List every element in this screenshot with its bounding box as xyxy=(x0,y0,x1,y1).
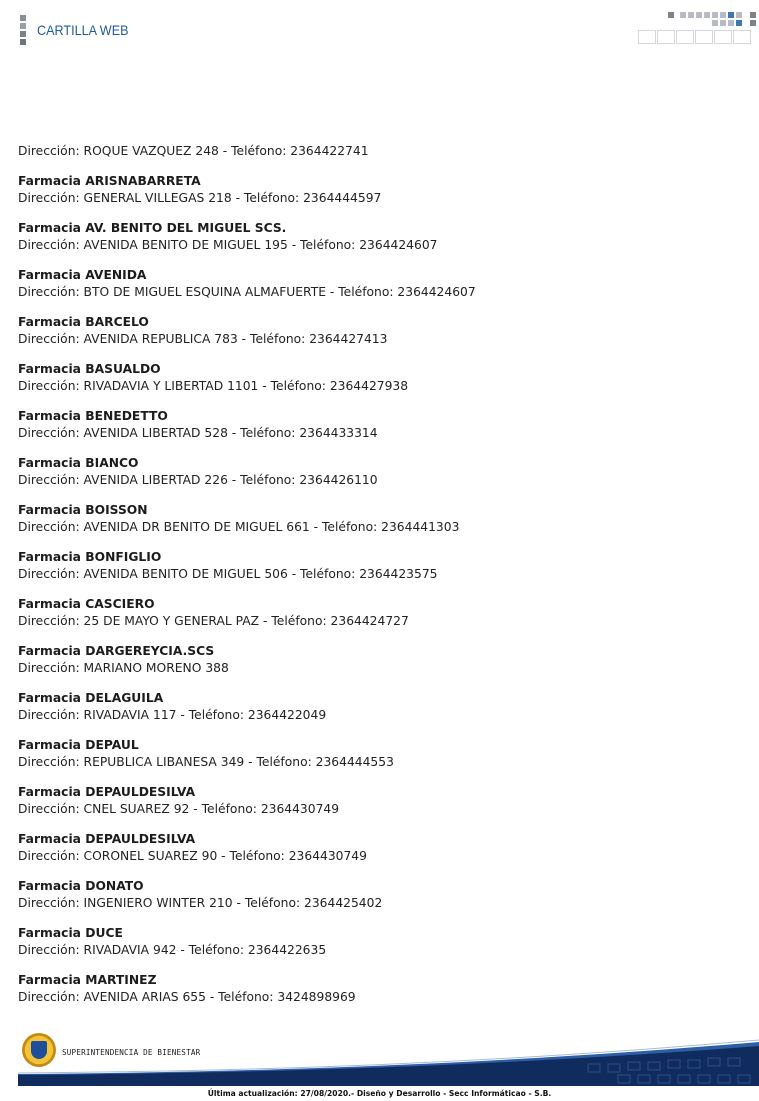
list-item xyxy=(18,549,718,583)
entry-name: BENEDETTO xyxy=(85,409,168,423)
list-item xyxy=(18,784,718,818)
entry-name: DEPAULDESILVA xyxy=(85,785,196,799)
entry-prefix: Farmacia xyxy=(18,174,86,188)
list-item xyxy=(18,361,718,395)
entry-name: BASUALDO xyxy=(85,362,161,376)
entry-title xyxy=(18,173,718,190)
entry-address: Dirección: AVENIDA REPUBLICA 783 - Teléfono: 2364427413 xyxy=(18,332,388,346)
entry-address: Dirección: 25 DE MAYO Y GENERAL PAZ - Teléfono: 2364424727 xyxy=(18,614,409,628)
page-footer xyxy=(18,1028,759,1090)
entry-prefix: Farmacia xyxy=(18,409,86,423)
entry-prefix: Farmacia xyxy=(18,926,86,940)
entry-title xyxy=(18,361,718,378)
entry-title xyxy=(18,737,718,754)
page-header xyxy=(0,0,759,60)
entry-address: Dirección: GENERAL VILLEGAS 218 - Teléfono: 2364444597 xyxy=(18,191,382,205)
entry-name: DELAGUILA xyxy=(85,691,164,705)
entry-prefix: Farmacia xyxy=(18,644,86,658)
agency-name: SUPERINTENDENCIA DE BIENESTAR xyxy=(62,1048,201,1057)
entry-address: Dirección: RIVADAVIA 117 - Teléfono: 2364422049 xyxy=(18,708,327,722)
entry-prefix: Farmacia xyxy=(18,221,86,235)
entry-name: ARISNABARRETA xyxy=(85,174,201,188)
entry-address: Dirección: CNEL SUAREZ 92 - Teléfono: 2364430749 xyxy=(18,802,340,816)
entry-address: Dirección: REPUBLICA LIBANESA 349 - Teléfono: 2364444553 xyxy=(18,755,394,769)
entry-prefix: Farmacia xyxy=(18,879,86,893)
entry-title xyxy=(18,455,718,472)
entry-address: Dirección: ROQUE VAZQUEZ 248 - Teléfono: 2364422741 xyxy=(18,144,369,158)
list-item xyxy=(18,173,718,207)
entry-prefix: Farmacia xyxy=(18,832,86,846)
entry-address: Dirección: AVENIDA DR BENITO DE MIGUEL 661 - Teléfono: 2364441303 xyxy=(18,520,460,534)
list-item xyxy=(18,220,718,254)
entry-address: Dirección: MARIANO MORENO 388 xyxy=(18,661,229,675)
entry-prefix: Farmacia xyxy=(18,503,86,517)
entry-address: Dirección: AVENIDA ARIAS 655 - Teléfono: 3424898969 xyxy=(18,990,356,1004)
header-bars-icon xyxy=(20,15,26,46)
pharmacy-list xyxy=(18,143,718,1019)
entries-container xyxy=(18,173,718,1006)
agency-seal-logo xyxy=(22,1033,56,1067)
entry-name: DARGEREYCIA.SCS xyxy=(85,644,215,658)
entry-title xyxy=(18,972,718,989)
list-item xyxy=(18,143,718,160)
entry-name: DEPAULDESILVA xyxy=(85,832,196,846)
entry-title xyxy=(18,408,718,425)
entry-name: AV. BENITO DEL MIGUEL SCS. xyxy=(85,221,287,235)
entry-name: CASCIERO xyxy=(85,597,155,611)
entry-name: DEPAUL xyxy=(85,738,139,752)
entry-prefix: Farmacia xyxy=(18,785,86,799)
entry-name: BARCELO xyxy=(85,315,149,329)
entry-prefix: Farmacia xyxy=(18,268,86,282)
page-title: CARTILLA WEB xyxy=(37,22,129,38)
entry-title xyxy=(18,925,718,942)
entry-name: AVENIDA xyxy=(85,268,147,282)
entry-title xyxy=(18,502,718,519)
entry-prefix: Farmacia xyxy=(18,315,86,329)
entry-prefix: Farmacia xyxy=(18,691,86,705)
entry-title xyxy=(18,643,718,660)
entry-prefix: Farmacia xyxy=(18,973,86,987)
list-item xyxy=(18,878,718,912)
entry-name: BOISSON xyxy=(85,503,148,517)
entry-address: Dirección: CORONEL SUAREZ 90 - Teléfono: 2364430749 xyxy=(18,849,367,863)
entry-address: Dirección: RIVADAVIA 942 - Teléfono: 2364422635 xyxy=(18,943,327,957)
list-item xyxy=(18,643,718,677)
list-item xyxy=(18,267,718,301)
list-item xyxy=(18,314,718,348)
entry-address: Dirección: AVENIDA LIBERTAD 528 - Teléfono: 2364433314 xyxy=(18,426,378,440)
footer-credit: Última actualización: 27/08/2020.- Diseño y Desarrollo - Secc Informáticao - S.B. xyxy=(207,1089,552,1098)
entry-title xyxy=(18,690,718,707)
footer-banner-graphic xyxy=(18,1028,759,1088)
entry-title xyxy=(18,878,718,895)
header-decoration-icon xyxy=(638,12,759,48)
entry-address: Dirección: INGENIERO WINTER 210 - Teléfono: 2364425402 xyxy=(18,896,383,910)
list-item xyxy=(18,455,718,489)
entry-title xyxy=(18,314,718,331)
entry-title xyxy=(18,220,718,237)
entry-prefix: Farmacia xyxy=(18,362,86,376)
entry-name: BIANCO xyxy=(85,456,139,470)
entry-name: DONATO xyxy=(85,879,144,893)
entry-name: DUCE xyxy=(85,926,123,940)
entry-prefix: Farmacia xyxy=(18,738,86,752)
entry-prefix: Farmacia xyxy=(18,550,86,564)
list-item xyxy=(18,596,718,630)
entry-address: Dirección: AVENIDA BENITO DE MIGUEL 195 - Teléfono: 2364424607 xyxy=(18,238,438,252)
list-item xyxy=(18,408,718,442)
entry-prefix: Farmacia xyxy=(18,456,86,470)
entry-address: Dirección: AVENIDA BENITO DE MIGUEL 506 - Teléfono: 2364423575 xyxy=(18,567,438,581)
list-item xyxy=(18,737,718,771)
list-item xyxy=(18,502,718,536)
entry-address: Dirección: AVENIDA LIBERTAD 226 - Teléfono: 2364426110 xyxy=(18,473,378,487)
entry-name: BONFIGLIO xyxy=(85,550,162,564)
entry-title xyxy=(18,596,718,613)
entry-address: Dirección: RIVADAVIA Y LIBERTAD 1101 - Teléfono: 2364427938 xyxy=(18,379,409,393)
list-item xyxy=(18,925,718,959)
entry-title xyxy=(18,267,718,284)
entry-name: MARTINEZ xyxy=(85,973,157,987)
entry-title xyxy=(18,784,718,801)
entry-title xyxy=(18,831,718,848)
entry-title xyxy=(18,549,718,566)
list-item xyxy=(18,831,718,865)
list-item xyxy=(18,972,718,1006)
entry-prefix: Farmacia xyxy=(18,597,86,611)
list-item xyxy=(18,690,718,724)
entry-address: Dirección: BTO DE MIGUEL ESQUINA ALMAFUERTE - Teléfono: 2364424607 xyxy=(18,285,476,299)
